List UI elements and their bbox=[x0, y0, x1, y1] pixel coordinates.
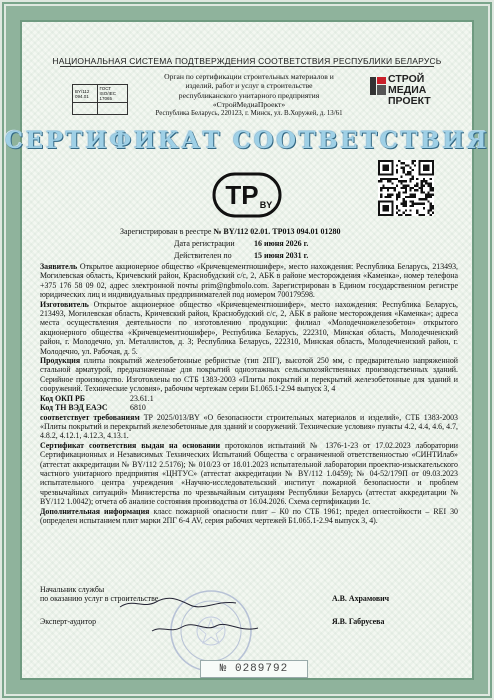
serial-number: № 0289792 bbox=[200, 660, 308, 678]
registration-date-row bbox=[174, 238, 341, 250]
accreditation-cell-label bbox=[73, 103, 98, 115]
certificate-title: СЕРТИФИКАТ СООТВЕТСТВИЯ bbox=[4, 127, 490, 154]
manufacturer-paragraph bbox=[40, 300, 458, 356]
registry-label: Зарегистрирован в реестре bbox=[120, 227, 212, 236]
qr-code-icon bbox=[378, 160, 434, 216]
manufacturer-label: Изготовитель bbox=[40, 299, 89, 309]
conformity-paragraph bbox=[40, 413, 458, 441]
mark-main: TP bbox=[225, 180, 259, 210]
head-signature-row bbox=[40, 594, 458, 604]
okp-code-row bbox=[40, 394, 458, 403]
header-divider bbox=[60, 66, 434, 67]
valid-until-value: 15 июня 2031 г. bbox=[254, 251, 309, 260]
expert-name: Я.В. Габрусева bbox=[332, 617, 385, 627]
tnved-label: Код ТН ВЭД ЕАЭС bbox=[40, 403, 108, 413]
logo-mark-icon bbox=[370, 77, 386, 95]
basis-paragraph bbox=[40, 441, 458, 507]
logo-line: СТРОЙ bbox=[388, 73, 425, 85]
logo-line: МЕДИА bbox=[388, 84, 427, 96]
organ-line: изделий, работ и услуг в строительстве bbox=[185, 81, 313, 91]
certificate-body bbox=[40, 262, 458, 525]
conformity-label: соответствует требованиям bbox=[40, 412, 140, 422]
expert-signature-icon bbox=[150, 622, 260, 636]
tnved-value: 6810 bbox=[130, 403, 146, 413]
conformity-mark-icon bbox=[212, 172, 282, 218]
registry-row bbox=[120, 226, 341, 238]
accreditation-cell-value bbox=[97, 103, 127, 115]
system-title: НАЦИОНАЛЬНАЯ СИСТЕМА ПОДТВЕРЖДЕНИЯ СООТВЕТСТВИЯ РЕСПУБЛИКИ БЕЛАРУСЬ bbox=[52, 56, 442, 66]
head-title-line: по оказанию услуг в строительстве bbox=[40, 594, 159, 604]
additional-info-text: класс пожарной опасности плит – К0 по СТБ 1961; предел огнестойкости – REI 30 (определен испытанием плит марки 2ПГ 6-4 AV, серия рабочих чертежей Б1.065.1-2.94 выпуск 3, 4). bbox=[40, 506, 459, 525]
applicant-label: Заявитель bbox=[40, 262, 78, 271]
signature-spacer bbox=[40, 604, 458, 617]
valid-until-row bbox=[174, 250, 341, 262]
logo-text bbox=[388, 74, 431, 107]
basis-text: протоколов испытаний № 1376-1-23 от 17.02.2023 лаборатории Сертификационных и Независимых Технических Испытаний Общества с ограниченной ответственностью «СИНТИлаб» (аттестат аккредитации № BY/112 2.5176); № 010/23 от 18.01.2023 испытательной лаборатории проектно-изыскательского частного унитарного предприятия «ЦНТУС» (аттестат аккредитации № BY/112 1.0459); № 04-52/179П от 09.03.2023 испытательного центра учреждения «Научно-исследовательский институт пожарной безопасности и проблем чрезвычайных ситуаций» Министерства по чрезвычайным ситуациям Республики Беларусь (аттестат аккредитации № BY/112 1.0042); отчета об анализе состояния производства от 16.04.2026. Схема сертификации 1с. bbox=[40, 440, 458, 507]
certification-body bbox=[146, 72, 352, 118]
additional-info-label: Дополнительная информация bbox=[40, 506, 150, 516]
expert-label: Эксперт-аудитор bbox=[40, 617, 97, 627]
product-label: Продукция bbox=[40, 356, 81, 366]
applicant-text: Открытое акционерное общество «Кричевцементношифер», место нахождения: Республика Беларусь, 213493, Могилевская область, Кричевский район, Краснобудский с/с, 2, АБК в районе месторождения «Каменка», номер телефона +375 176 58 09 02, адрес электронной почты prim@ngbmolo.com. Зарегистрирован в Едином государственном регистре юридических лиц и индивидуальных предпринимателей под номером 700179598. bbox=[40, 262, 458, 300]
registration-block bbox=[120, 226, 341, 262]
registration-date-label: Дата регистрации bbox=[174, 239, 235, 248]
product-text: плиты покрытий железобетонные ребристые (тип 2ПГ), высотой 250 мм, с предварительно напряженной стальной арматурой, предназначенные для покрытий одноэтажных сельскохозяйственных производственных зданий. Серийное производство. Изготовлены по СТБ 1383-2003 «Плиты покрытий и перекрытий железобетонные для зданий и сооружений. Технические условия», рабочим чертежам серии Б1.065.1-2.94 выпуск 3, 4 bbox=[40, 356, 458, 394]
conformity-text: ТР 2025/013/BY «О безопасности строительных материалов и изделий», СТБ 1383-2003 «Плиты покрытий и перекрытий железобетонные для зданий и сооружений. Технические условия» пункты 4.2, 4.4, 4.6, 4.7, 4.8.2, 4.12.1, 4.12.3, 4.13.1. bbox=[40, 412, 458, 441]
organ-address: Республика Беларусь, 220123, г. Минск, ул. В.Хоружей, д. 13/61 bbox=[155, 110, 343, 118]
registration-date-value: 16 июня 2026 г. bbox=[254, 239, 309, 248]
accreditation-cell-value: ГОСТ ISO/IEC 17065 bbox=[97, 85, 127, 103]
applicant-paragraph bbox=[40, 262, 458, 300]
additional-info-paragraph bbox=[40, 507, 458, 526]
organ-line: Орган по сертификации строительных материалов и bbox=[164, 72, 334, 81]
logo-line: ПРОЕКТ bbox=[388, 95, 431, 107]
basis-label: Сертификат соответствия выдан на основании bbox=[40, 440, 221, 450]
accreditation-cell-label: BY/112 094.01 bbox=[73, 85, 98, 103]
manufacturer-text: Открытое акционерное общество «Кричевцементношифер», место нахождения: Республика Беларусь, 213493, Могилевская область, Кричевский район, Краснобудский с/с, 2, АБК в районе месторождения «Каменка»; адреса места осуществления деятельности по изготовлению продукции: филиал «Молодечножелезобетон» открытого акционерного общества «Кричевцементношифер», Республика Беларусь, 222310, Минская область, Молодечненский район, г. Молодечно, ул. Металлистов, д. 3; Республика Беларусь, 222310, Минская область, Молодечненский район, г. Молодечно, ул. Рабочая, д. 5. bbox=[40, 299, 458, 356]
mark-sub: BY bbox=[259, 200, 273, 210]
product-paragraph bbox=[40, 356, 458, 394]
valid-until-label: Действителен по bbox=[174, 251, 232, 260]
stroymedia-logo bbox=[370, 74, 460, 114]
head-title-line: Начальник службы bbox=[40, 585, 105, 594]
okp-value: 23.61.1 bbox=[130, 393, 154, 403]
accreditation-table bbox=[72, 84, 128, 115]
registry-number: № BY/112 02.01. ТР013 094.01 01280 bbox=[213, 227, 341, 236]
organ-line: «СтройМедиаПроект» bbox=[212, 99, 286, 109]
head-signature-icon bbox=[118, 596, 238, 610]
tnved-code-row bbox=[40, 403, 458, 412]
head-name: А.В. Ахрамович bbox=[332, 594, 390, 604]
organ-line: республиканского унитарного предприятия bbox=[178, 90, 320, 100]
okp-label: Код ОКП РБ bbox=[40, 393, 86, 403]
